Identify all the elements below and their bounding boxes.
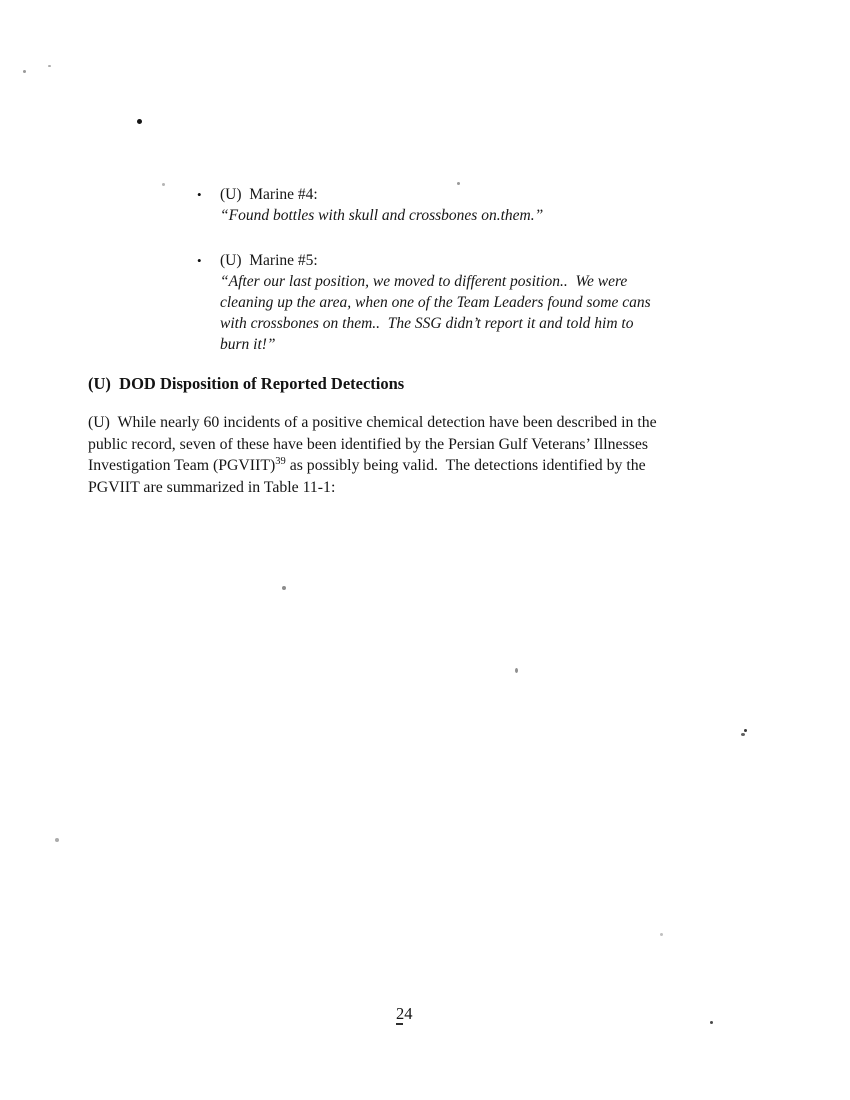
scan-speck	[23, 70, 26, 73]
scan-speck	[282, 586, 286, 590]
bullet-label: (U) Marine #4:	[220, 186, 318, 203]
list-item	[197, 250, 651, 355]
bullet-icon: •	[197, 253, 202, 268]
paragraph-line: (U) While nearly 60 incidents of a positive chemical detection have been described in the	[88, 414, 657, 431]
scan-speck	[55, 838, 59, 842]
scan-speck	[137, 119, 142, 124]
quote-line: “Found bottles with skull and crossbones on.them.”	[220, 207, 544, 224]
paragraph-line: PGVIIT are summarized in Table 11-1:	[88, 478, 336, 496]
bullet-content	[220, 250, 651, 355]
body-paragraph	[88, 412, 657, 498]
scan-speck	[710, 1021, 713, 1024]
scan-speck	[162, 183, 165, 186]
quote-line: burn it!”	[220, 336, 276, 353]
section-heading: (U) DOD Disposition of Reported Detections	[88, 374, 405, 393]
paragraph-text: as possibly being valid. The detections identified by the	[285, 457, 646, 474]
list-item	[197, 184, 651, 226]
scan-speck	[515, 668, 518, 673]
scan-speck	[744, 729, 747, 732]
paragraph-text: Investigation Team (PGVIIT)	[88, 457, 276, 474]
scan-speck	[741, 733, 745, 736]
footnote-ref: 39	[275, 456, 286, 467]
paragraph-line-with-footnote	[88, 455, 657, 477]
bullet-list	[197, 184, 651, 379]
paragraph-line: public record, seven of these have been identified by the Persian Gulf Veterans’ Illnesses	[88, 435, 649, 453]
page-number: 24	[396, 1004, 413, 1023]
quote-line: “After our last position, we moved to different position.. We were	[220, 273, 628, 290]
quote-line: cleaning up the area, when one of the Team Leaders found some cans	[220, 294, 651, 311]
bullet-content	[220, 184, 543, 226]
scan-speck	[660, 933, 663, 936]
bullet-label: (U) Marine #5:	[220, 252, 318, 269]
scan-speck	[396, 1023, 403, 1025]
scan-speck	[48, 65, 51, 67]
bullet-icon: •	[197, 187, 202, 202]
quote-line: with crossbones on them.. The SSG didn’t report it and told him to	[220, 315, 634, 332]
